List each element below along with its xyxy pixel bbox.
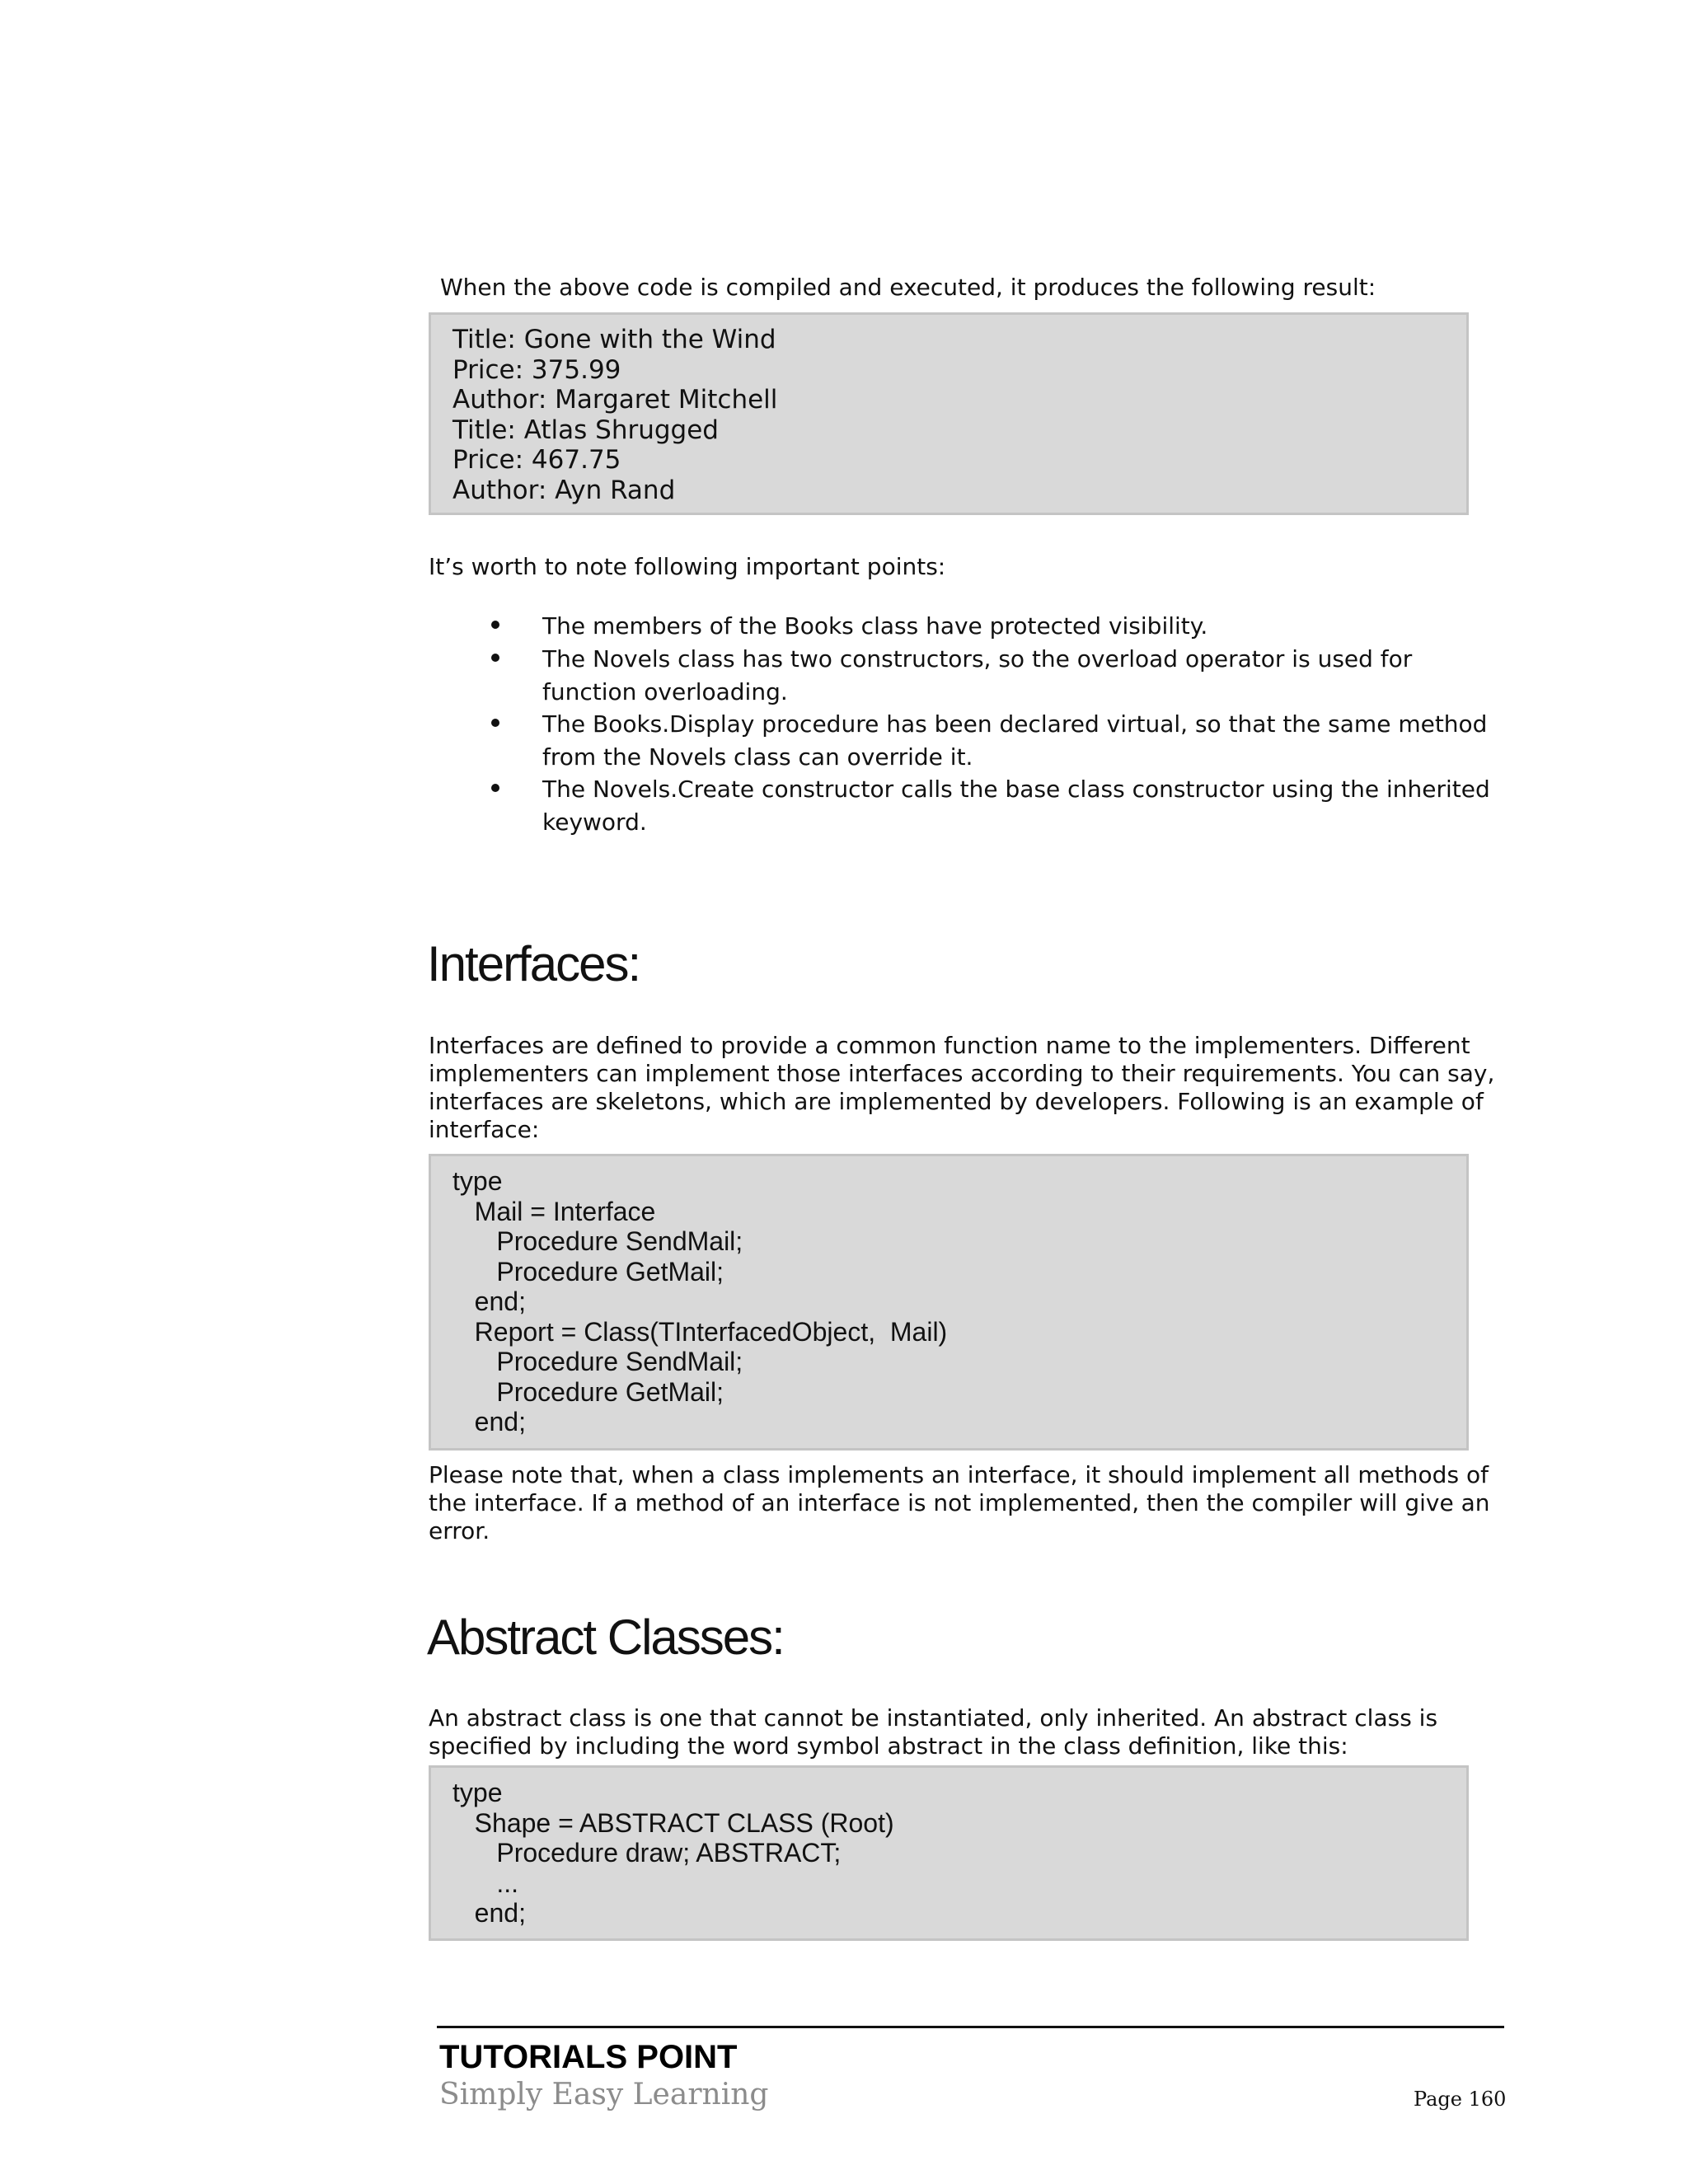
code-line: Procedure GetMail; [452, 1256, 724, 1286]
paragraph-line: the interface. If a method of an interface is not implemented, then the compiler will give an [429, 1489, 1490, 1516]
notes-list [478, 610, 1517, 838]
code-line: type [452, 1166, 503, 1196]
footer-tagline: Simply Easy Learning [439, 2078, 769, 2111]
list-item [478, 643, 1517, 708]
code-line: end; [452, 1286, 526, 1316]
bullet-icon [491, 654, 499, 662]
bullet-icon [491, 719, 499, 727]
code-line: Procedure SendMail; [452, 1347, 743, 1376]
list-item-line: from the Novels class can override it. [542, 743, 973, 771]
output-line: Author: Ayn Rand [452, 475, 676, 505]
paragraph-line: An abstract class is one that cannot be instantiated, only inherited. An abstract class is [429, 1704, 1438, 1732]
code-line: Shape = ABSTRACT CLASS (Root) [452, 1807, 894, 1838]
paragraph-line: interface: [429, 1116, 540, 1143]
code-line: type [452, 1778, 503, 1807]
output-line: Title: Atlas Shrugged [452, 415, 719, 445]
paragraph-line: interfaces are skeletons, which are implemented by developers. Following is an example of [429, 1088, 1484, 1115]
footer-brand: TUTORIALS POINT [439, 2039, 738, 2075]
notes-intro: It’s worth to note following important points: [429, 553, 946, 580]
code-line: Mail = Interface [452, 1196, 656, 1226]
code-line: Procedure draw; ABSTRACT; [452, 1838, 842, 1868]
bullet-icon [491, 621, 499, 629]
paragraph-line: implementers can implement those interfaces according to their requirements. You can say, [429, 1060, 1495, 1087]
interfaces-heading: Interfaces: [427, 936, 640, 991]
abstract-classes-heading: Abstract Classes: [427, 1610, 784, 1665]
list-item-line: keyword. [542, 808, 647, 836]
list-item [478, 610, 1517, 643]
interface-code-box [429, 1154, 1469, 1451]
intro-text: When the above code is compiled and executed, it produces the following result: [440, 274, 1376, 301]
output-box [429, 312, 1469, 515]
code-line: Procedure SendMail; [452, 1226, 743, 1256]
output-line: Title: Gone with the Wind [452, 325, 776, 354]
code-line: end; [452, 1407, 526, 1436]
paragraph-line: Interfaces are defined to provide a common function name to the implementers. Different [429, 1032, 1470, 1059]
abstract-paragraph [429, 1704, 1517, 1760]
bullet-icon [491, 784, 499, 792]
code-line: Procedure GetMail; [452, 1376, 724, 1407]
output-line: Author: Margaret Mitchell [452, 385, 778, 415]
page-number: Page 160 [1414, 2088, 1507, 2111]
list-item [478, 708, 1517, 773]
interface-note [429, 1461, 1517, 1545]
paragraph-line: Please note that, when a class implements an interface, it should implement all methods of [429, 1461, 1489, 1488]
list-item-line: The members of the Books class have protected visibility. [542, 612, 1208, 640]
code-line: ... [452, 1868, 519, 1898]
output-line: Price: 375.99 [452, 354, 621, 385]
list-item [478, 773, 1517, 838]
list-item-line: The Novels class has two constructors, so the overload operator is used for [542, 645, 1413, 673]
footer-divider [437, 2026, 1504, 2028]
paragraph-line: specified by including the word symbol abstract in the class definition, like this: [429, 1732, 1348, 1760]
list-item-line: function overloading. [542, 677, 788, 705]
output-line: Price: 467.75 [452, 445, 621, 475]
list-item-line: The Novels.Create constructor calls the base class constructor using the inherited [542, 776, 1490, 803]
code-line: end; [452, 1898, 526, 1928]
abstract-code-box [429, 1765, 1469, 1941]
paragraph-line: error. [429, 1517, 490, 1544]
interfaces-paragraph [429, 1032, 1517, 1144]
list-item-line: The Books.Display procedure has been declared virtual, so that the same method [542, 710, 1488, 738]
code-line: Report = Class(TInterfacedObject, Mail) [452, 1316, 948, 1347]
